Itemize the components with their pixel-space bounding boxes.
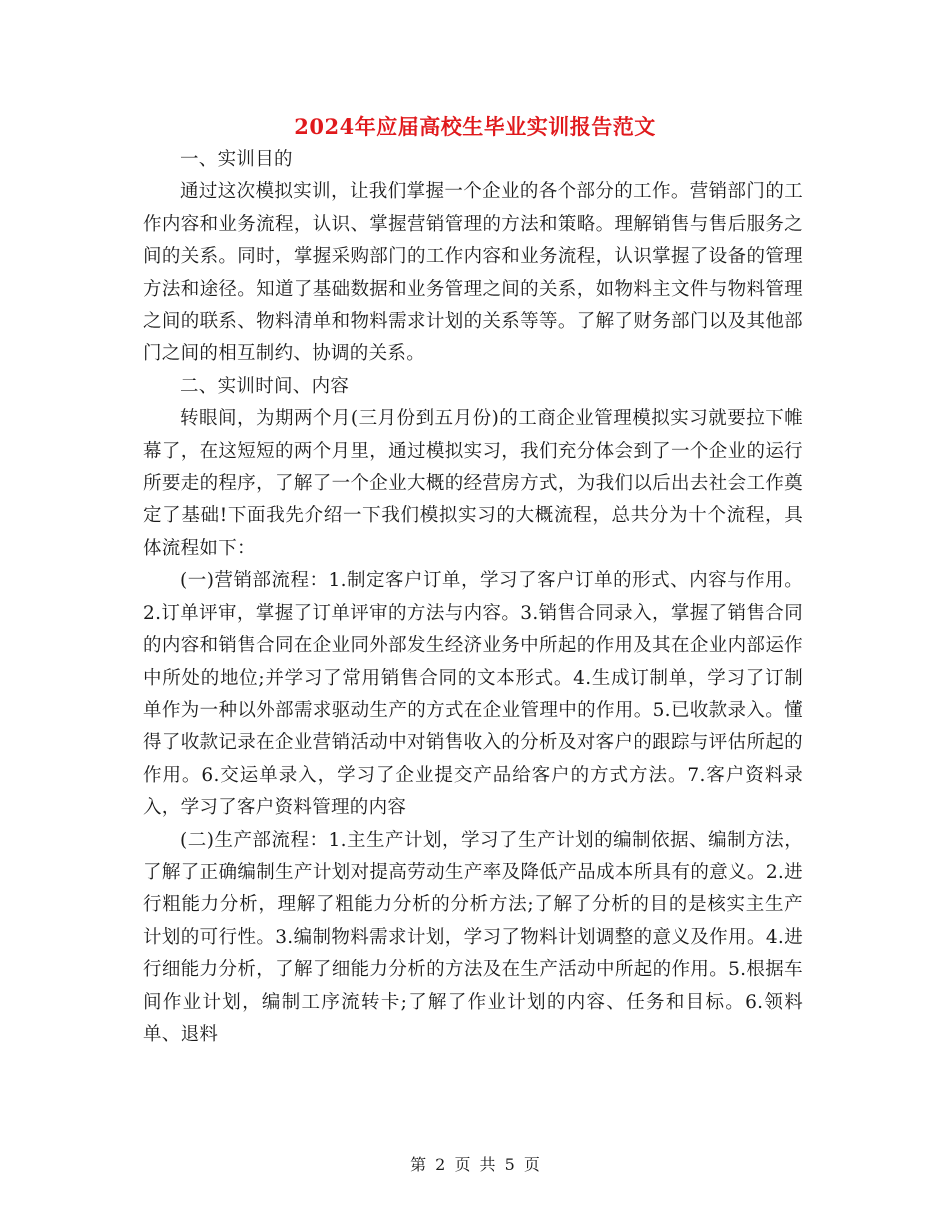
section-heading-purpose: 一、实训目的	[180, 149, 293, 170]
paragraph-production-process: (二)生产部流程：1.主生产计划，学习了生产计划的编制依据、编制方法，了解了正确编制生产计划对提高劳动生产率及降低产品成本所具有的意义。2.进行粗能力分析，理解了粗能力分析的分析方法;了解了分析的目的是核实主生产计划的可行性。3.编制物料需求计划，学习了物料计划调整的意义及作用。4.进行细能力分析，了解了细能力分析的方法及在生产活动中所起的作用。5.根据车间作业计划，编制工序流转卡;了解了作业计划的内容、任务和目标。6.领料单、退料	[143, 829, 803, 1045]
paragraph-marketing-process: (一)营销部流程：1.制定客户订单，学习了客户订单的形式、内容与作用。2.订单评审，掌握了订单评审的方法与内容。3.销售合同录入，掌握了销售合同的内容和销售合同在企业同外部发生经济业务中所起的作用及其在企业内部运作中所处的地位;并学习了常用销售合同的文本形式。4.生成订制单，学习了订制单作为一种以外部需求驱动生产的方式在企业管理中的作用。5.已收款录入。懂得了收款记录在企业营销活动中对销售收入的分析及对客户的跟踪与评估所起的作用。6.交运单录入，学习了企业提交产品给客户的方式方法。7.客户资料录入，学习了客户资料管理的内容	[143, 570, 803, 819]
paragraph-overview: 转眼间，为期两个月(三月份到五月份)的工商企业管理模拟实习就要拉下帷幕了，在这短短的两个月里，通过模拟实习，我们充分体会到了一个企业的运行所要走的程序，了解了一个企业大概的经营房方式，为我们以后出去社会工作奠定了基础!下面我先介绍一下我们模拟实习的大概流程，总共分为十个流程，具体流程如下：	[143, 408, 803, 559]
document-title: 2024年应届高校生毕业实训报告范文	[294, 114, 656, 139]
page-number: 第 2 页 共 5 页	[410, 1155, 540, 1174]
paragraph-purpose: 通过这次模拟实训，让我们掌握一个企业的各个部分的工作。营销部门的工作内容和业务流程，认识、掌握营销管理的方法和策略。理解销售与售后服务之间的关系。同时，掌握采购部门的工作内容和业务流程，认识掌握了设备的管理方法和途径。知道了基础数据和业务管理之间的关系，如物料主文件与物料管理之间的联系、物料清单和物料需求计划的关系等等。了解了财务部门以及其他部门之间的相互制约、协调的关系。	[143, 181, 803, 365]
document-body	[143, 144, 803, 1051]
section-heading-time-content: 二、实训时间、内容	[180, 375, 350, 397]
